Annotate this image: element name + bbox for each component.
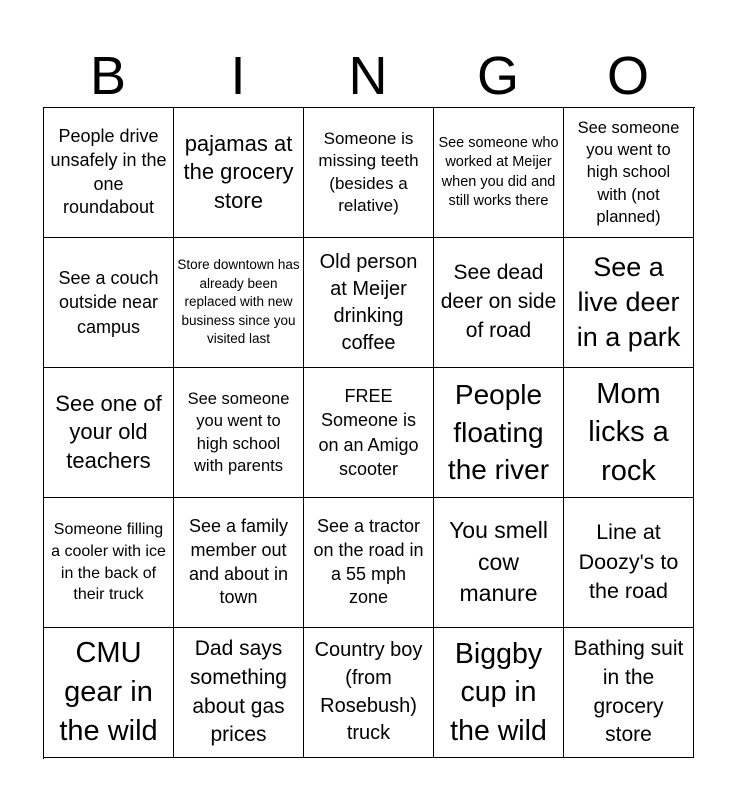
cell-text: Biggby cup in the wild [450,637,547,747]
bingo-cell[interactable] [304,238,434,368]
bingo-cell[interactable] [564,108,694,238]
cell-text: See someone who worked at Meijer when you did and still works there [438,135,559,209]
header-letter-b: B [89,46,127,106]
cell-text: CMU gear in the wild [59,636,158,748]
header-letter-g: G [476,46,519,106]
bingo-cell[interactable] [304,368,434,498]
cell-text: People drive unsafely in the one roundabout [50,126,167,218]
header-letter-n: N [348,46,388,106]
bingo-cell[interactable] [304,108,434,238]
cell-text: Dad says something about gas prices [190,636,287,747]
cell-text: FREE Someone is on an Amigo scooter [318,385,419,479]
bingo-cell[interactable] [174,238,304,368]
bingo-cell[interactable] [304,628,434,758]
cell-text: See one of your old teachers [55,390,162,473]
bingo-cell[interactable] [434,368,564,498]
bingo-cell[interactable] [44,368,174,498]
bingo-header [43,44,693,108]
bingo-cell[interactable] [564,628,694,758]
bingo-cell[interactable] [434,238,564,368]
bingo-cell[interactable] [44,628,174,758]
cell-text: See someone you went to high school with (not planned) [577,118,680,226]
bingo-cell[interactable] [174,498,304,628]
cell-text: People floating the river [447,378,550,486]
header-letter-i: I [230,46,246,106]
cell-text: Someone filling a cooler with ice in the back of their truck [51,521,166,604]
bingo-cell[interactable] [434,628,564,758]
bingo-cell[interactable] [174,628,304,758]
bingo-cell[interactable] [434,498,564,628]
cell-text: Country boy (from Rosebush) truck [314,639,423,745]
cell-text: See dead deer on side of road [440,261,557,342]
bingo-cell[interactable] [304,498,434,628]
bingo-cell[interactable] [434,108,564,238]
bingo-cell[interactable] [564,498,694,628]
bingo-cell[interactable] [564,368,694,498]
cell-text: See a couch outside near campus [58,268,159,337]
cell-text: Mom licks a rock [588,378,669,487]
cell-text: Someone is missing teeth (besides a relative) [318,129,419,215]
cell-text: Bathing suit in the grocery store [573,636,684,747]
cell-text: See a family member out and about in town [188,516,289,608]
cell-text: Store downtown has already been replaced with new business since you visited last [177,256,300,347]
bingo-cell[interactable] [174,368,304,498]
bingo-cell[interactable] [174,108,304,238]
cell-text: See someone you went to high school with parents [187,389,290,475]
cell-text: Line at Doozy's to the road [578,520,679,604]
header-letter-o: O [606,46,649,106]
bingo-cell[interactable] [44,238,174,368]
bingo-cell[interactable] [44,498,174,628]
cell-text: You smell cow manure [449,516,548,607]
bingo-cell[interactable] [564,238,694,368]
cell-text: See a live deer in a park [576,251,681,353]
bingo-cell[interactable] [44,108,174,238]
bingo-board [43,107,695,759]
cell-text: Old person at Meijer drinking coffee [319,250,418,354]
cell-text: See a tractor on the road in a 55 mph zone [313,516,424,608]
cell-text: pajamas at the grocery store [183,130,294,213]
